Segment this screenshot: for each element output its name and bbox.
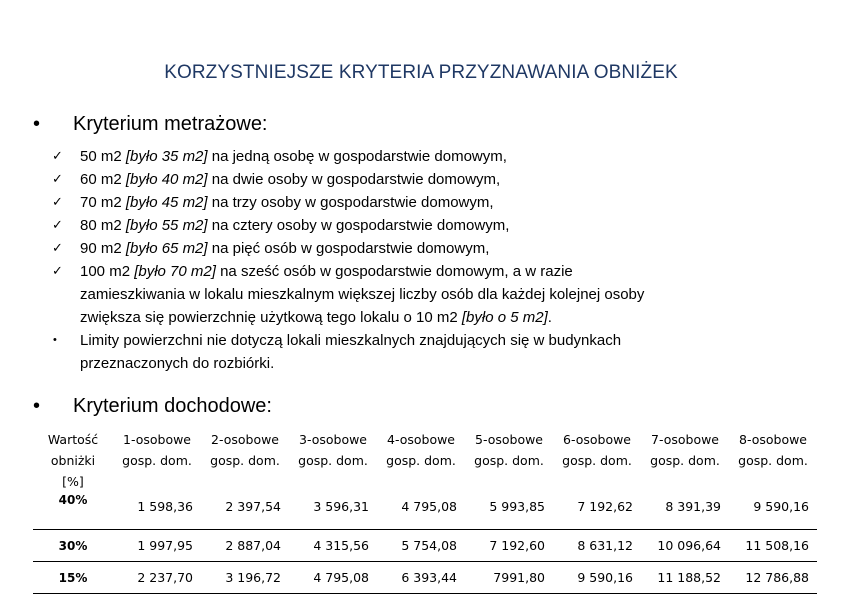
list-item: ✓ 90 m2 [było 65 m2] na pięć osób w gospodarstwie domowym,: [0, 237, 842, 260]
table-cell: 5 993,85: [489, 499, 545, 514]
table-cell: 9 590,16: [553, 562, 641, 594]
income-criterion-label: Kryterium dochodowe:: [73, 395, 272, 417]
table-cell: 5 754,08: [377, 530, 465, 562]
page-title: KORZYSTNIEJSZE KRYTERIA PRZYZNAWANIA OBNIŻEK: [164, 62, 678, 83]
checkmark-icon: ✓: [52, 149, 63, 164]
bullet-icon: •: [33, 113, 41, 135]
discount-percent: 15%: [33, 562, 113, 594]
bullet-icon: •: [53, 334, 57, 346]
checkmark-icon: ✓: [52, 218, 63, 233]
table-cell: 11 188,52: [641, 562, 729, 594]
header-household-3: 3-osobowe gosp. dom.: [298, 432, 368, 468]
table-cell: 3 196,72: [201, 562, 289, 594]
list-item: ✓ 70 m2 [było 45 m2] na trzy osoby w gospodarstwie domowym,: [0, 191, 842, 214]
discount-percent: 40%: [58, 493, 88, 507]
table-cell: 6 393,44: [377, 562, 465, 594]
checkmark-icon: ✓: [52, 264, 63, 279]
bullet-icon: •: [33, 395, 41, 417]
area-criteria-list: [0, 145, 842, 375]
table-cell: 11 508,16: [729, 530, 817, 562]
table-cell: 2 887,04: [201, 530, 289, 562]
header-household-1: 1-osobowe gosp. dom.: [122, 432, 192, 468]
list-item: ✓ 50 m2 [było 35 m2] na jedną osobę w gospodarstwie domowym,: [0, 145, 842, 168]
table-cell: 2 397,54: [225, 499, 281, 514]
table-cell: 7 192,60: [465, 530, 553, 562]
checkmark-icon: ✓: [52, 195, 63, 210]
table-cell: 4 315,56: [289, 530, 377, 562]
header-household-6: 6-osobowe gosp. dom.: [562, 432, 632, 468]
list-item: ✓ 100 m2 [było 70 m2] na sześć osób w gospodarstwie domowym, a w razie zamieszkiwania w lokalu mieszkalnym większej liczby osób dla każdej kolejnej osoby zwiększa się powierzchnię użytkową tego lokalu o 10 m2 [było o 5 m2].: [0, 260, 842, 329]
limits-note: • Limity powierzchni nie dotyczą lokali mieszkalnych znajdujących się w budynkach przeznaczonych do rozbiórki.: [0, 329, 842, 375]
header-household-8: 8-osobowe gosp. dom.: [738, 432, 808, 468]
table-cell: 3 596,31: [313, 499, 369, 514]
table-cell: 8 391,39: [665, 499, 721, 514]
table-cell: 1 598,36: [137, 499, 193, 514]
table-cell: 9 590,16: [753, 499, 809, 514]
header-household-2: 2-osobowe gosp. dom.: [210, 432, 280, 468]
checkmark-icon: ✓: [52, 241, 63, 256]
header-discount-value: Wartość obniżki [%]: [47, 432, 99, 489]
table-cell: 4 795,08: [289, 562, 377, 594]
table-row: [33, 562, 817, 594]
table-cell: 8 631,12: [553, 530, 641, 562]
area-criterion-label: Kryterium metrażowe:: [73, 113, 268, 135]
table-cell: 2 237,70: [113, 562, 201, 594]
checkmark-icon: ✓: [52, 172, 63, 187]
list-item: ✓ 60 m2 [było 40 m2] na dwie osoby w gospodarstwie domowym,: [0, 168, 842, 191]
table-cell: 4 795,08: [401, 499, 457, 514]
area-criterion-heading: [33, 112, 268, 136]
discount-percent: 30%: [33, 530, 113, 562]
header-household-7: 7-osobowe gosp. dom.: [650, 432, 720, 468]
income-criterion-heading: [33, 394, 272, 418]
table-cell: 7991,80: [465, 562, 553, 594]
table-row: [33, 530, 817, 562]
income-thresholds-table: [33, 428, 817, 594]
list-item: ✓ 80 m2 [było 55 m2] na cztery osoby w gospodarstwie domowym,: [0, 214, 842, 237]
table-cell: 12 786,88: [729, 562, 817, 594]
table-cell: 1 997,95: [113, 530, 201, 562]
header-household-5: 5-osobowe gosp. dom.: [474, 432, 544, 468]
table-cell: 7 192,62: [577, 499, 633, 514]
table-header-row: [33, 428, 817, 492]
header-household-4: 4-osobowe gosp. dom.: [386, 432, 456, 468]
table-row: [33, 492, 817, 530]
table-cell: 10 096,64: [641, 530, 729, 562]
